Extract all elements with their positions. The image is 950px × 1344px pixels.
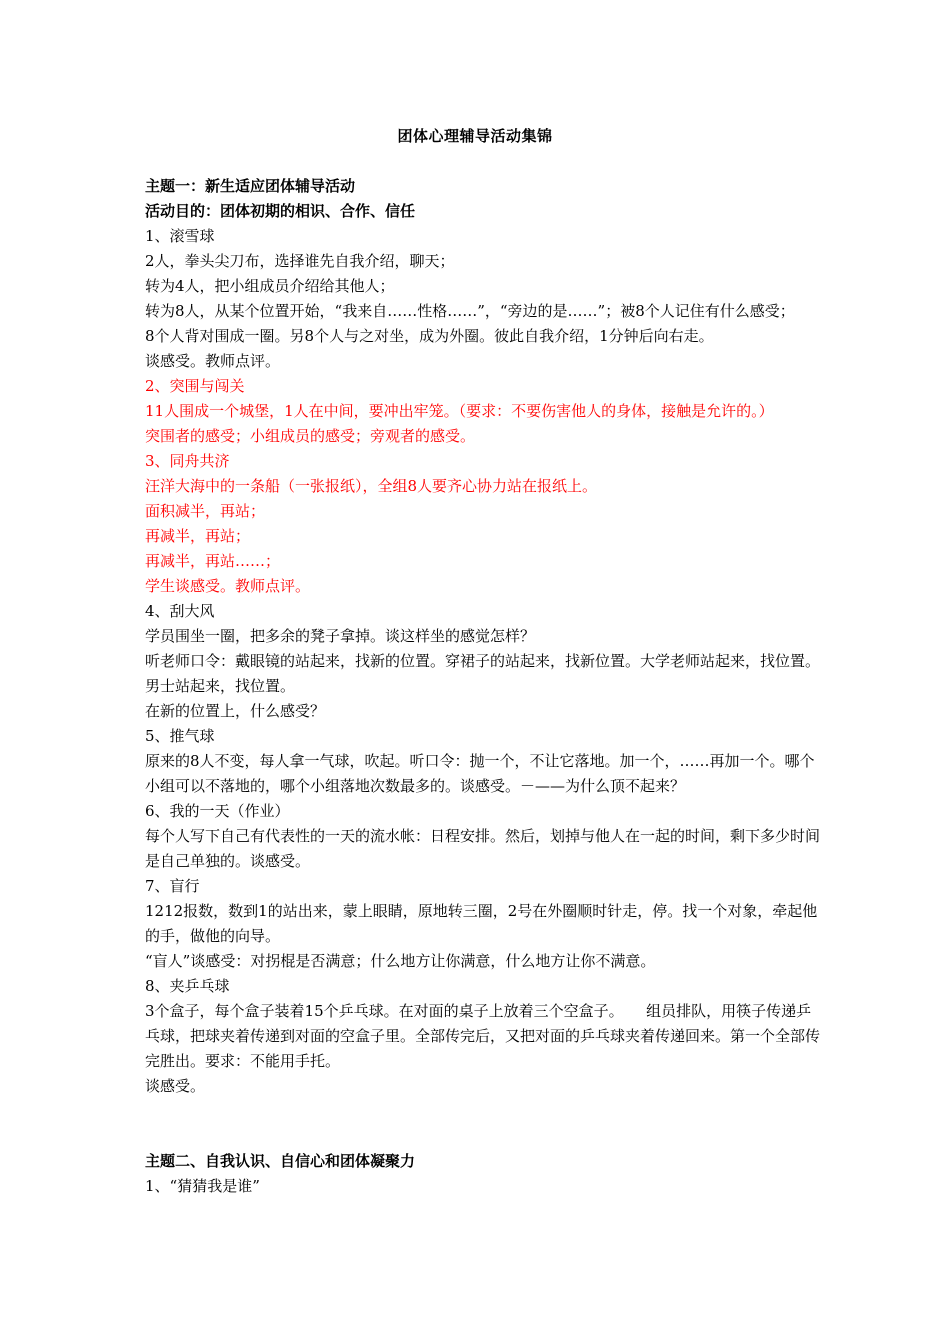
activity8-step: 谈感受。 [145,1077,206,1095]
activity8-step: 3个盒子，每个盒子装着15个乒乓球。在对面的桌子上放着三个空盒子。 组员排队，用筷子传递乒乓球，把球夹着传递到对面的空盒子里。全部传完后，又把对面的乒乓球夹着传递回来。第一个全部传完胜出。要求：不能用手托。 [145,1002,821,1070]
section1-purpose: 活动目的：团体初期的相识、合作、信任 [145,202,416,220]
activity2-step: 突围者的感受；小组成员的感受；旁观者的感受。 [145,427,476,445]
activity1-step: 转为8人，从某个位置开始，“我来自……性格……”，“旁边的是……”；被8个人记住有什么感受； [145,302,795,320]
activity1-title: 1、滚雪球 [145,227,215,245]
document-title: 团体心理辅导活动集锦 [397,127,553,145]
activity7-title: 7、盲行 [145,877,200,895]
activity8-title: 8、夹乒乓球 [145,977,230,995]
activity1-step: 谈感受。教师点评。 [145,352,281,370]
activity3-step: 面积减半，再站； [145,502,266,520]
activity7-step: 1212报数，数到1的站出来，蒙上眼睛，原地转三圈，2号在外圈顺时针走，停。找一个对象，牵起他的手，做他的向导。 [145,902,818,945]
activity1-step: 8个人背对围成一圈。另8个人与之对坐，成为外圈。彼此自我介绍，1分钟后向右走。 [145,327,714,345]
activity6-step: 每个人写下自己有代表性的一天的流水帐：日程安排。然后，划掉与他人在一起的时间，剩下多少时间是自己单独的。谈感受。 [145,827,821,870]
activity1-step: 2人，拳头尖刀布，选择谁先自我介绍，聊天； [145,252,455,270]
activity4-step: 学员围坐一圈，把多余的凳子拿掉。谈这样坐的感觉怎样？ [145,627,536,645]
activity6-title: 6、我的一天（作业） [145,802,290,820]
activity3-step: 再减半，再站……； [145,552,281,570]
activity4-step: 在新的位置上，什么感受？ [145,702,326,720]
activity2-title: 2、突围与闯关 [145,377,245,395]
section1-heading: 主题一：新生适应团体辅导活动 [145,177,356,195]
activity4-title: 4、刮大风 [145,602,215,620]
activity2-step: 11人围成一个城堡，1人在中间，要冲出牢笼。（要求：不要伤害他人的身体，接触是允许的。） [145,402,774,420]
activity7-step: “盲人”谈感受：对拐棍是否满意；什么地方让你满意，什么地方让你不满意。 [145,952,656,970]
activity3-step: 汪洋大海中的一条船（一张报纸），全组8人要齐心协力站在报纸上。 [145,477,598,495]
section2-activity1-title: 1、“猜猜我是谁” [145,1177,260,1195]
section2-heading: 主题二、自我认识、自信心和团体凝聚力 [145,1152,416,1170]
section-gap [145,1099,825,1149]
activity5-title: 5、推气球 [145,727,215,745]
activity4-step: 听老师口令：戴眼镜的站起来，找新的位置。穿裙子的站起来，找新位置。大学老师站起来，找位置。男士站起来，找位置。 [145,652,821,695]
activity3-step: 学生谈感受。教师点评。 [145,577,311,595]
activity3-step: 再减半，再站； [145,527,251,545]
document-body [145,174,825,1199]
activity3-title: 3、同舟共济 [145,452,230,470]
activity1-step: 转为4人，把小组成员介绍给其他人； [145,277,395,295]
activity5-step: 原来的8人不变，每人拿一气球，吹起。听口令：抛一个，不让它落地。加一个，……再加一个。哪个小组可以不落地的，哪个小组落地次数最多的。谈感受。－——为什么顶不起来？ [145,752,815,795]
